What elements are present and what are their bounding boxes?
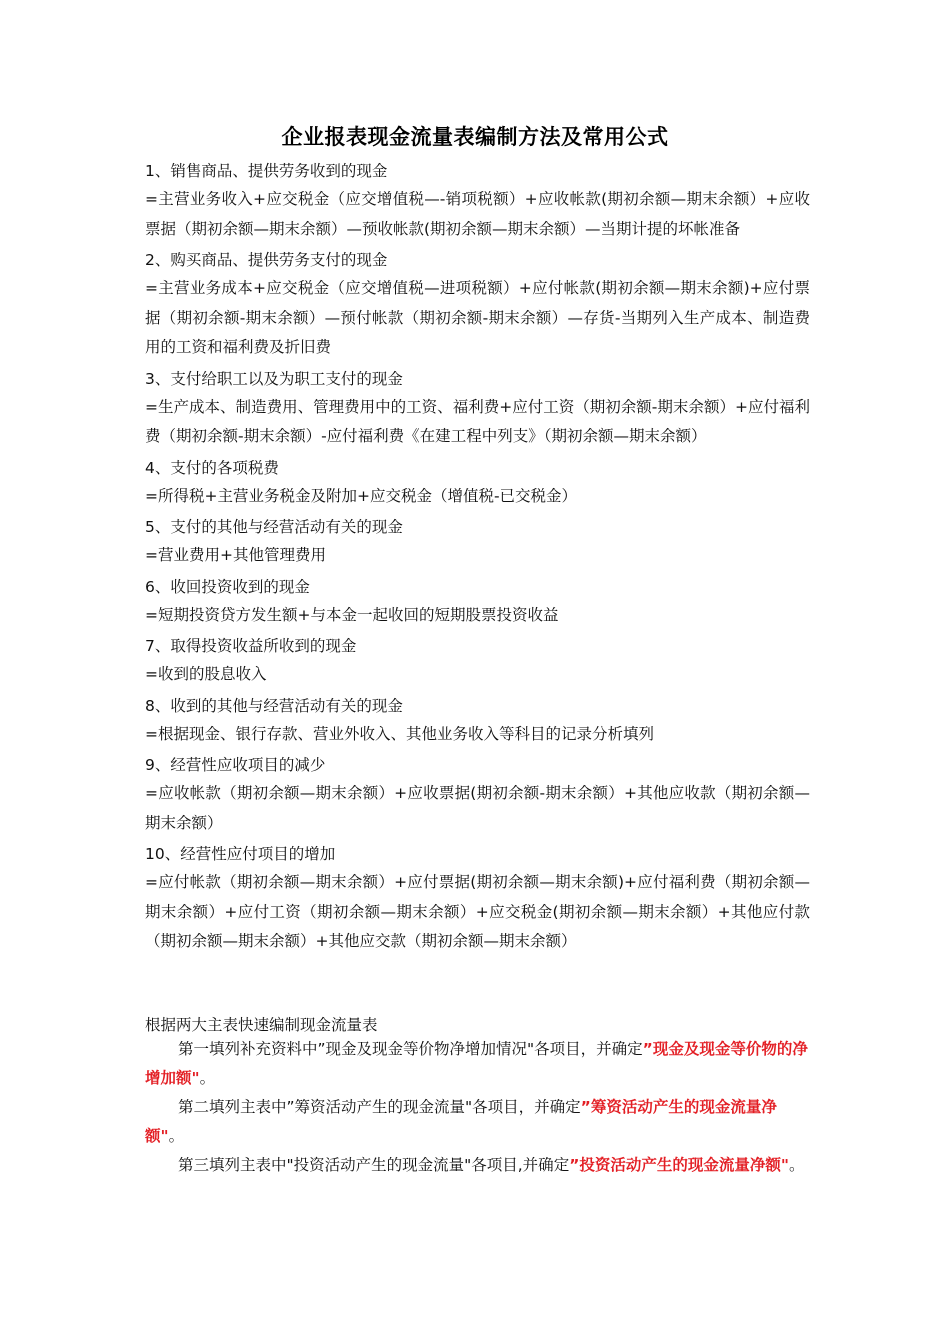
list-item — [145, 840, 810, 957]
paragraph-end: 。 — [168, 1127, 185, 1145]
paragraph-text: 第一填列补充资料中”现金及现金等价物净增加情况"各项目，并确定 — [178, 1040, 643, 1058]
list-item — [145, 692, 810, 750]
list-item — [145, 246, 810, 363]
instruction-paragraph — [145, 1151, 810, 1180]
item-formula: =所得税+主营业务税金及附加+应交税金（增值税-已交税金） — [145, 486, 578, 505]
item-heading: 5、支付的其他与经营活动有关的现金 — [145, 518, 403, 536]
item-formula: =主营业务收入+应交税金（应交增值税—-销项税额）+应收帐款(期初余额—期末余额）+应收票据（期初余额—期末余额）—预收帐款(期初余额—期末余额）—当期计提的坏帐准备 — [145, 190, 810, 238]
item-formula: =应收帐款（期初余额—期末余额）+应收票据(期初余额-期末余额）+其他应收款（期初余额—期末余额） — [145, 784, 810, 832]
page-title: 企业报表现金流量表编制方法及常用公式 — [281, 124, 669, 149]
item-formula: =营业费用+其他管理费用 — [145, 546, 326, 564]
paragraph-end: 。 — [788, 1156, 805, 1174]
item-heading: 7、取得投资收益所收到的现金 — [145, 637, 357, 655]
item-formula: =短期投资贷方发生额+与本金一起收回的短期股票投资收益 — [145, 605, 559, 624]
instruction-paragraph — [145, 1093, 810, 1151]
highlight-text: ”现金及现金等价物的净增加额" — [145, 1040, 808, 1087]
paragraph-text: 第三填列主表中"投资活动产生的现金流量"各项目,并确定 — [178, 1156, 570, 1174]
item-formula: =生产成本、制造费用、管理费用中的工资、福利费+应付工资（期初余额-期末余额）+应付福利费（期初余额-期末余额）-应付福利费《在建工程中列支》（期初余额—期末余额） — [145, 397, 810, 445]
paragraph-text: 第二填列主表中”筹资活动产生的现金流量"各项目，并确定 — [178, 1098, 581, 1116]
item-heading: 9、经营性应收项目的减少 — [145, 756, 326, 774]
item-formula: =应付帐款（期初余额—期末余额）+应付票据(期初余额—期末余额)+应付福利费（期初余额—期末余额）+应付工资（期初余额—期末余额）+应交税金(期初余额—期末余额）+其他应付款（期初余额—期末余额）+其他应交款（期初余额—期末余额） — [145, 873, 810, 950]
list-item — [145, 157, 810, 244]
list-item — [145, 454, 810, 512]
item-formula: =主营业务成本+应交税金（应交增值税—进项税额）+应付帐款(期初余额—期末余额)+应付票据（期初余额-期末余额）—预付帐款（期初余额-期末余额）—存货-当期列入生产成本、制造费用的工资和福利费及折旧费 — [145, 279, 810, 356]
item-heading: 10、经营性应付项目的增加 — [145, 845, 336, 863]
item-formula: =根据现金、银行存款、营业外收入、其他业务收入等科目的记录分析填列 — [145, 724, 654, 743]
list-item — [145, 751, 810, 838]
item-heading: 3、支付给职工以及为职工支付的现金 — [145, 369, 403, 388]
section-intro: 根据两大主表快速编制现金流量表 — [145, 1016, 378, 1034]
item-heading: 1、销售商品、提供劳务收到的现金 — [145, 162, 388, 180]
paragraph-end: 。 — [199, 1069, 216, 1087]
list-item — [145, 632, 810, 690]
item-heading: 4、支付的各项税费 — [145, 458, 279, 477]
item-heading: 6、收回投资收到的现金 — [145, 577, 310, 596]
item-heading: 8、收到的其他与经营活动有关的现金 — [145, 696, 403, 715]
item-heading: 2、购买商品、提供劳务支付的现金 — [145, 251, 388, 269]
list-item — [145, 573, 810, 631]
item-formula: =收到的股息收入 — [145, 665, 267, 683]
highlight-text: ”投资活动产生的现金流量净额" — [569, 1156, 789, 1174]
list-item — [145, 513, 810, 571]
instruction-paragraph — [145, 1035, 810, 1093]
highlight-text: ”筹资活动产生的现金流量净额" — [145, 1098, 777, 1145]
formula-list — [145, 155, 810, 957]
list-item — [145, 365, 810, 452]
